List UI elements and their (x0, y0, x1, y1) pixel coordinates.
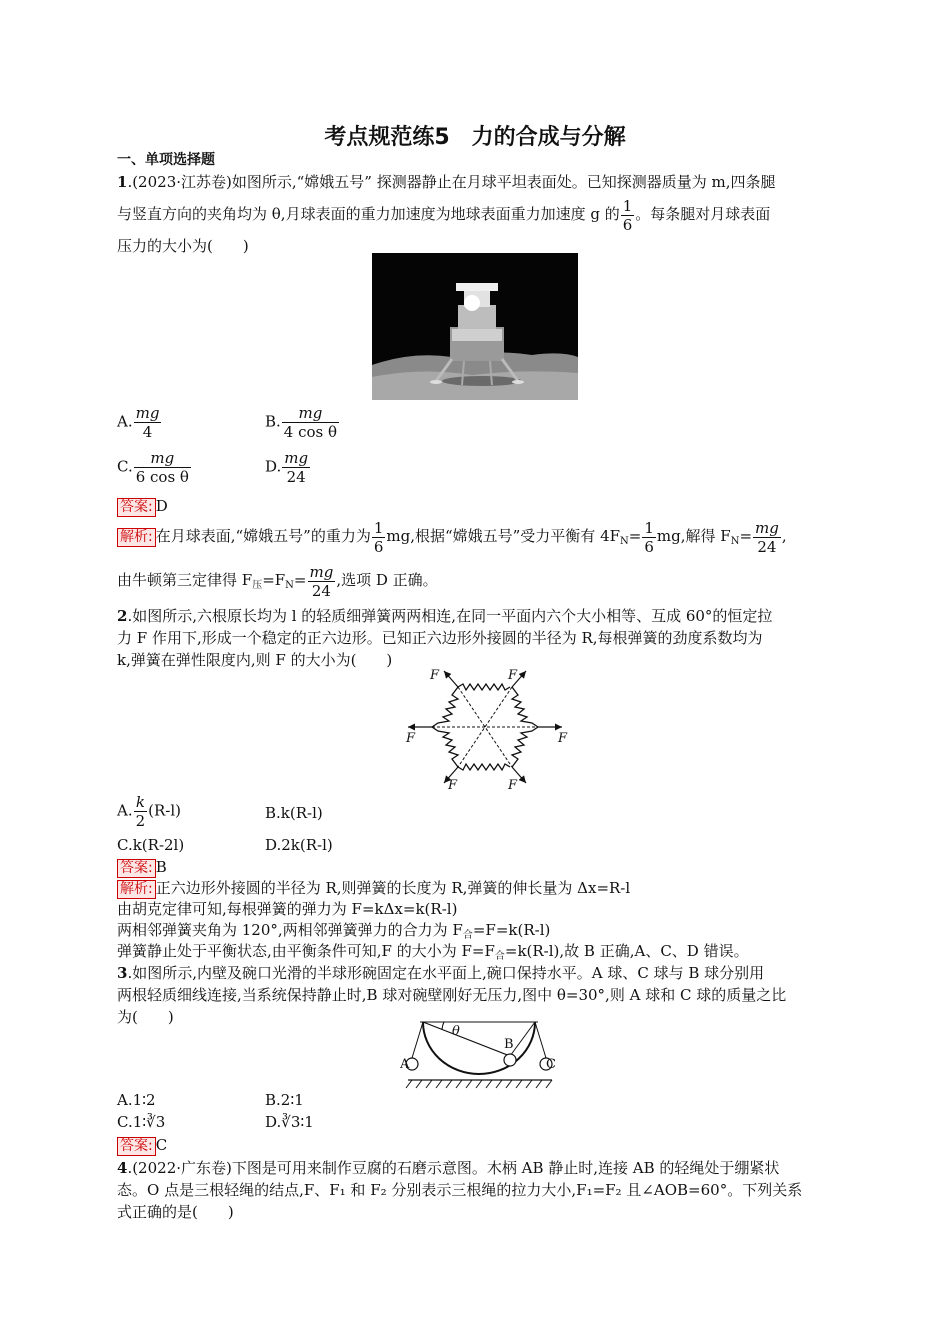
q4-line2: 态。O 点是三根轻绳的结点,F、F₁ 和 F₂ 分别表示三根绳的拉力大小,F₁=F₂ 且∠AOB=60°。下列关系 (117, 1181, 803, 1199)
q1-text1: .(2023·江苏卷)如图所示,“嫦娥五号” 探测器静止在月球平坦表面处。已知探测器质量为 m,四条腿 (127, 173, 776, 191)
q2-line1: 2.如图所示,六根原长均为 l 的轻质细弹簧两两相连,在同一平面内六个大小相等、互成 60°的恒定拉 (117, 607, 773, 625)
q2-option-a[interactable]: A. $\frac{k}{2}$ (R-l) (117, 793, 182, 830)
bowl-diagram (400, 1018, 560, 1090)
q2-line3: k,弹簧在弹性限度内,则 F 的大小为( ) (117, 651, 393, 669)
q4-number: 4 (117, 1159, 128, 1177)
q1-option-b[interactable]: B. $\frac{mg}{\text{4 cos θ}}$ (265, 404, 338, 441)
force-label: F (558, 731, 568, 746)
theta-label: θ (452, 1024, 460, 1039)
q2-analysis-line4: 弹簧静止处于平衡状态,由平衡条件可知,F 的大小为 $F=F_合=k(R-l)$,故 B 正确,A、C、D 错误。 (117, 942, 749, 962)
ball-a-label: A (400, 1057, 410, 1072)
q1-text2a: 与竖直方向的夹角均为 θ,月球表面的重力加速度为地球表面重力加速度 g 的 (117, 205, 620, 223)
q2-analysis-line1: 解析: 正六边形外接圆的半径为 R,则弹簧的长度为 R,弹簧的伸长量为 Δx=R-l (117, 878, 630, 899)
force-label: F (508, 668, 518, 683)
ball-c-label: C (546, 1057, 556, 1072)
q2-option-d[interactable]: D.2k(R-l) (265, 836, 333, 854)
q1-analysis-line2: 由牛顿第三定律得 $F_压=F_N=$ $\frac{mg}{24}$ ,选项 D 正确。 (117, 562, 438, 600)
q2-option-c[interactable]: C.k(R-2l) (117, 836, 185, 854)
q3-line1: 3.如图所示,内壁及碗口光滑的半球形碗固定在水平面上,碗口保持水平。A 球、C 球与 B 球分别用 (117, 964, 765, 982)
answer-tag: 答案: (117, 498, 156, 517)
q1-fraction: $\frac{1}{6}$ (622, 196, 633, 234)
force-label: F (406, 731, 416, 746)
q1-line2 (117, 196, 770, 234)
q1-line1 (117, 172, 776, 192)
q1-line3: 压力的大小为( ) (117, 237, 249, 255)
q1-option-a[interactable]: A. $\frac{mg}{4}$ (117, 404, 160, 441)
q1-answer-value: D (155, 497, 168, 515)
q1-analysis-line1: 解析: 在月球表面,“嫦娥五号”的重力为 $\frac{1}{6}$ mg,根据“嫦娥五号”受力平衡有 $4F_N=$ $\frac{1}{6}$ mg,解得 $F_N=$ $\frac{mg}{24}$ , (117, 516, 787, 562)
q4-line1: 4.(2022·广东卷)下图是可用来制作豆腐的石磨示意图。木柄 AB 静止时,连接 AB 的轻绳处于绷紧状 (117, 1159, 780, 1177)
q1-option-d[interactable]: D. $\frac{mg}{24}$ (265, 449, 309, 486)
page-title: 考点规范练5 力的合成与分解 (324, 125, 626, 150)
answer-tag: 答案: (117, 1137, 156, 1156)
force-label: F (448, 778, 458, 790)
q3-line3: 为( ) (117, 1008, 174, 1026)
q4-line3: 式正确的是( ) (117, 1203, 234, 1221)
q3-line2: 两根轻质细线连接,当系统保持静止时,B 球对碗壁刚好无压力,图中 θ=30°,则 A 球和 C 球的质量之比 (117, 986, 787, 1004)
answer-tag: 答案: (117, 859, 156, 878)
q2-option-b[interactable]: B.k(R-l) (265, 804, 323, 822)
force-label: F (430, 668, 440, 683)
q1-answer (117, 496, 168, 517)
q1-option-c[interactable]: C. $\frac{mg}{\text{6 cos θ}}$ (117, 449, 189, 486)
q3-number: 3 (117, 964, 128, 982)
q3-option-c[interactable]: C.1∶∛3 (117, 1113, 166, 1131)
q3-option-b[interactable]: B.2∶1 (265, 1091, 304, 1109)
q3-answer: 答案: C (117, 1135, 167, 1156)
q2-analysis-line3: 两相邻弹簧夹角为 120°,两相邻弹簧弹力的合力为 $F_合=F=k(R-l)$ (117, 921, 551, 941)
q3-option-d[interactable]: D.∛3∶1 (265, 1113, 314, 1131)
ball-b-label: B (504, 1037, 514, 1052)
analysis-tag: 解析: (117, 528, 156, 547)
q3-option-a[interactable]: A.1∶2 (117, 1091, 156, 1109)
hexagon-spring-diagram (400, 665, 570, 790)
q1-text2b: 。每条腿对月球表面 (635, 205, 771, 223)
q2-answer: 答案: B (117, 857, 167, 878)
q1-number: 1 (117, 173, 128, 191)
q2-line2: 力 F 作用下,形成一个稳定的正六边形。已知正六边形外接圆的半径为 R,每根弹簧的劲度系数均为 (117, 629, 763, 647)
section-heading: 一、单项选择题 (117, 152, 215, 168)
force-label: F (508, 778, 518, 790)
lander-photo (372, 253, 578, 400)
q2-number: 2 (117, 607, 128, 625)
analysis-tag: 解析: (117, 880, 156, 899)
q2-analysis-line2: 由胡克定律可知,每根弹簧的弹力为 F=kΔx=k(R-l) (117, 900, 458, 918)
